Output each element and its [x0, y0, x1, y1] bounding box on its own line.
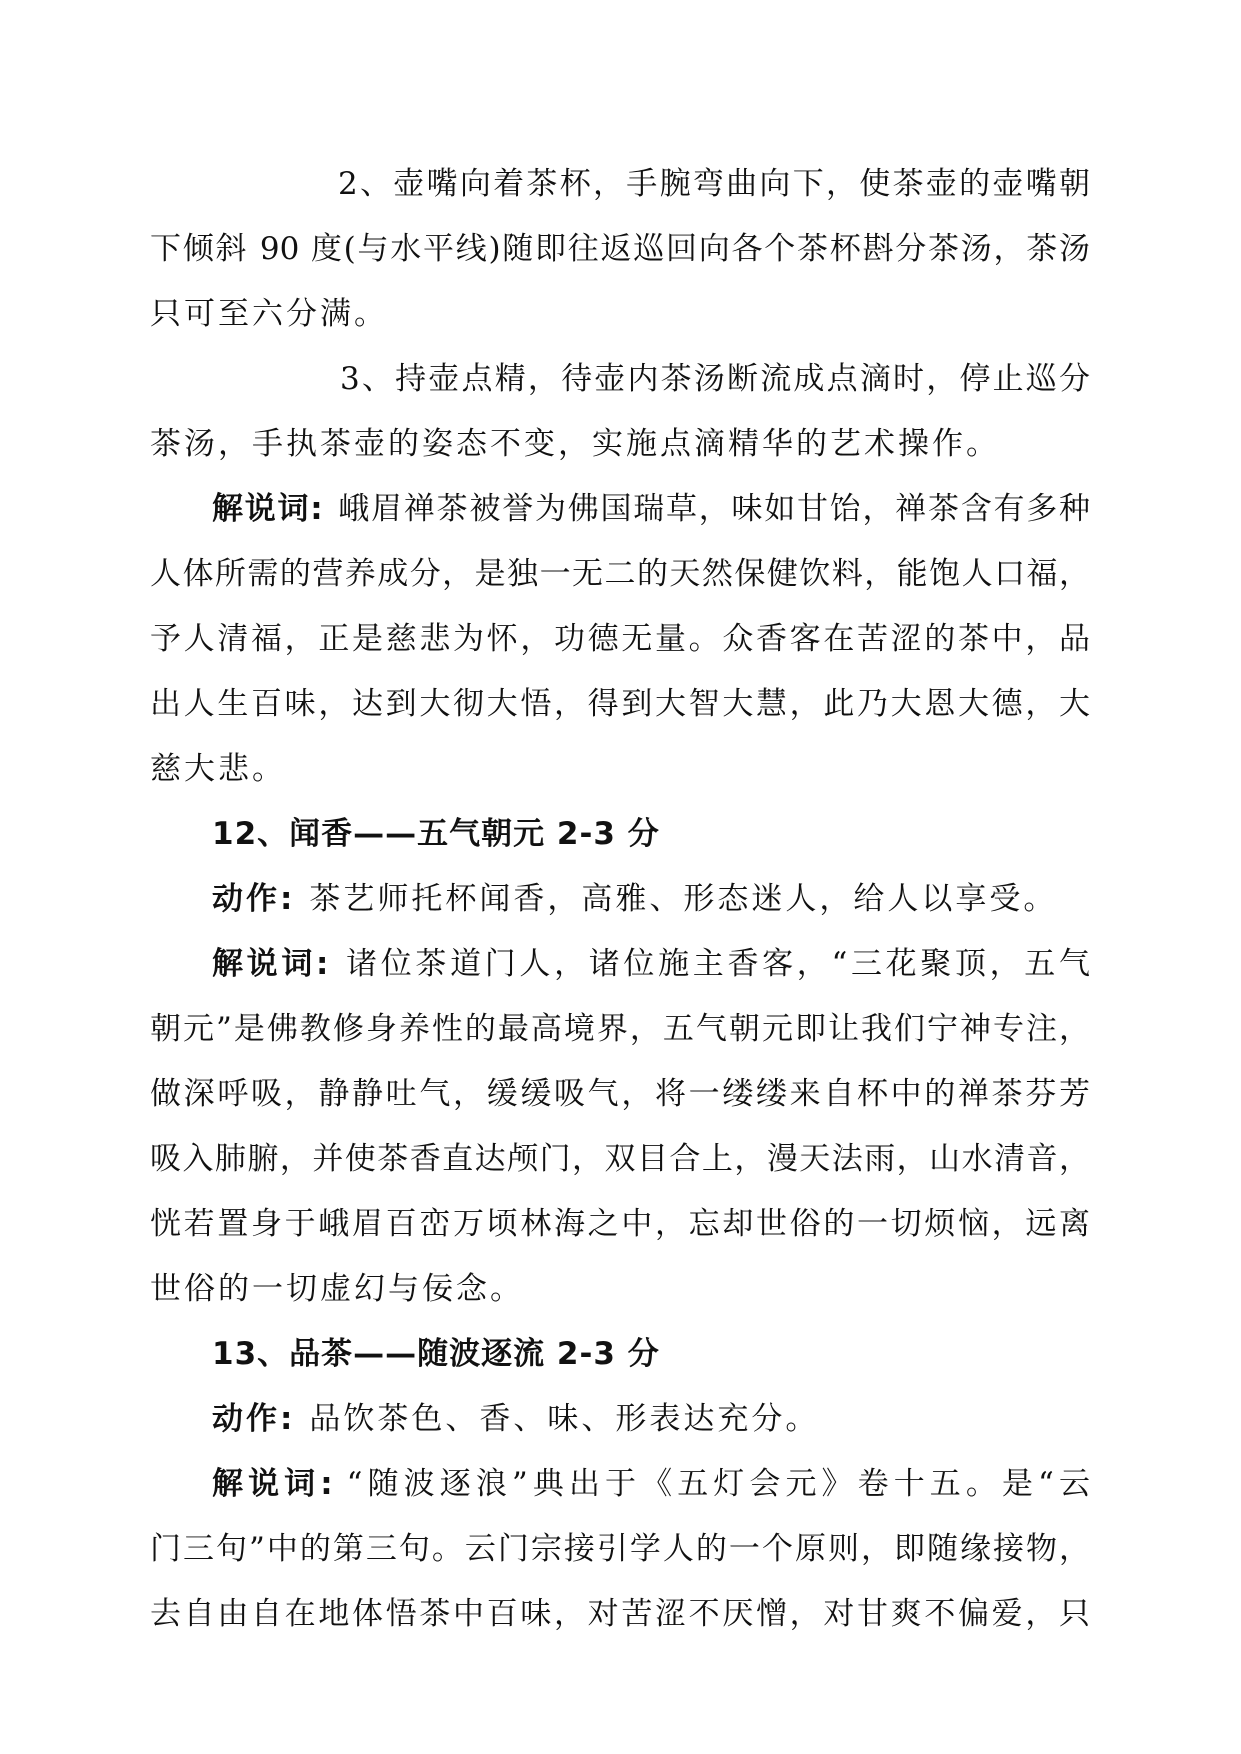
- text-run: 诸位茶道门人，诸位施主香客，“三花聚顶，五气: [342, 946, 1090, 982]
- paragraph-line: [150, 932, 1090, 997]
- term-label: 动作:: [212, 881, 296, 917]
- paragraph-line: [150, 152, 1090, 217]
- paragraph-line: [150, 1517, 1090, 1582]
- paragraph-line: [150, 997, 1090, 1062]
- term-label: 解说词:: [212, 491, 323, 527]
- text-run: 下倾斜 90 度(与水平线)随即往返巡回向各个茶杯斟分茶汤，茶汤: [150, 231, 1090, 267]
- paragraph-line: [150, 1452, 1090, 1517]
- text-run: 去自由自在地体悟茶中百味，对苦涩不厌憎，对甘爽不偏爱，只: [150, 1596, 1090, 1632]
- section-heading: 12、闻香——五气朝元 2-3 分: [212, 816, 660, 852]
- section-heading: 13、品茶——随波逐流 2-3 分: [212, 1336, 660, 1372]
- paragraph-line: [150, 1062, 1090, 1127]
- text-run: 门三句”中的第三句。云门宗接引学人的一个原则，即随缘接物，: [150, 1531, 1090, 1567]
- text-run: 予人清福，正是慈悲为怀，功德无量。众香客在苦涩的茶中，品: [150, 621, 1090, 657]
- text-run: 品饮茶色、香、味、形表达充分。: [309, 1401, 820, 1437]
- term-label: 动作:: [212, 1401, 296, 1437]
- paragraph-line: [150, 867, 1090, 932]
- paragraph-line: [150, 412, 1090, 477]
- paragraph-line: [150, 217, 1090, 282]
- text-run: 3、持壶点精，待壶内茶汤断流成点滴时，停止巡分: [340, 361, 1090, 397]
- paragraph-line: [150, 1582, 1090, 1647]
- text-run: 2、壶嘴向着茶杯，手腕弯曲向下，使茶壶的壶嘴朝: [338, 166, 1090, 202]
- paragraph-line: [150, 347, 1090, 412]
- paragraph-line: [150, 1127, 1090, 1192]
- text-run: 只可至六分满。: [150, 296, 388, 332]
- text-run: 做深呼吸，静静吐气，缓缓吸气，将一缕缕来自杯中的禅茶芬芳: [150, 1076, 1090, 1112]
- text-run: 茶汤，手执茶壶的姿态不变，实施点滴精华的艺术操作。: [150, 426, 1000, 462]
- text-run: 恍若置身于峨眉百峦万顷林海之中，忘却世俗的一切烦恼，远离: [150, 1206, 1090, 1242]
- paragraph-line: [150, 477, 1090, 542]
- paragraph-line: [150, 1257, 1090, 1322]
- term-label: 解说词:: [212, 946, 329, 982]
- document-page: [150, 152, 1090, 1647]
- paragraph-line: [150, 1192, 1090, 1257]
- paragraph-line: [150, 282, 1090, 347]
- paragraph-line: [150, 672, 1090, 737]
- term-label: 解说词:: [212, 1466, 333, 1502]
- text-run: 朝元”是佛教修身养性的最高境界，五气朝元即让我们宁神专注，: [150, 1011, 1090, 1047]
- text-run: 世俗的一切虚幻与佞念。: [150, 1271, 524, 1307]
- text-run: 吸入肺腑，并使茶香直达颅门，双目合上，漫天法雨，山水清音，: [150, 1141, 1090, 1177]
- text-run: 茶艺师托杯闻香，高雅、形态迷人，给人以享受。: [309, 881, 1058, 917]
- text-run: “随波逐浪”典出于《五灯会元》卷十五。是“云: [346, 1466, 1090, 1502]
- paragraph-line: [150, 1387, 1090, 1452]
- paragraph-line: [150, 542, 1090, 607]
- text-run: 峨眉禅茶被誉为佛国瑞草，味如甘饴，禅茶含有多种: [336, 491, 1091, 527]
- text-run: 人体所需的营养成分，是独一无二的天然保健饮料，能饱人口福，: [150, 556, 1090, 592]
- text-run: 慈大悲。: [150, 751, 286, 787]
- paragraph-line: [150, 607, 1090, 672]
- text-run: 出人生百味，达到大彻大悟，得到大智大慧，此乃大恩大德，大: [150, 686, 1090, 722]
- paragraph-line: [150, 737, 1090, 802]
